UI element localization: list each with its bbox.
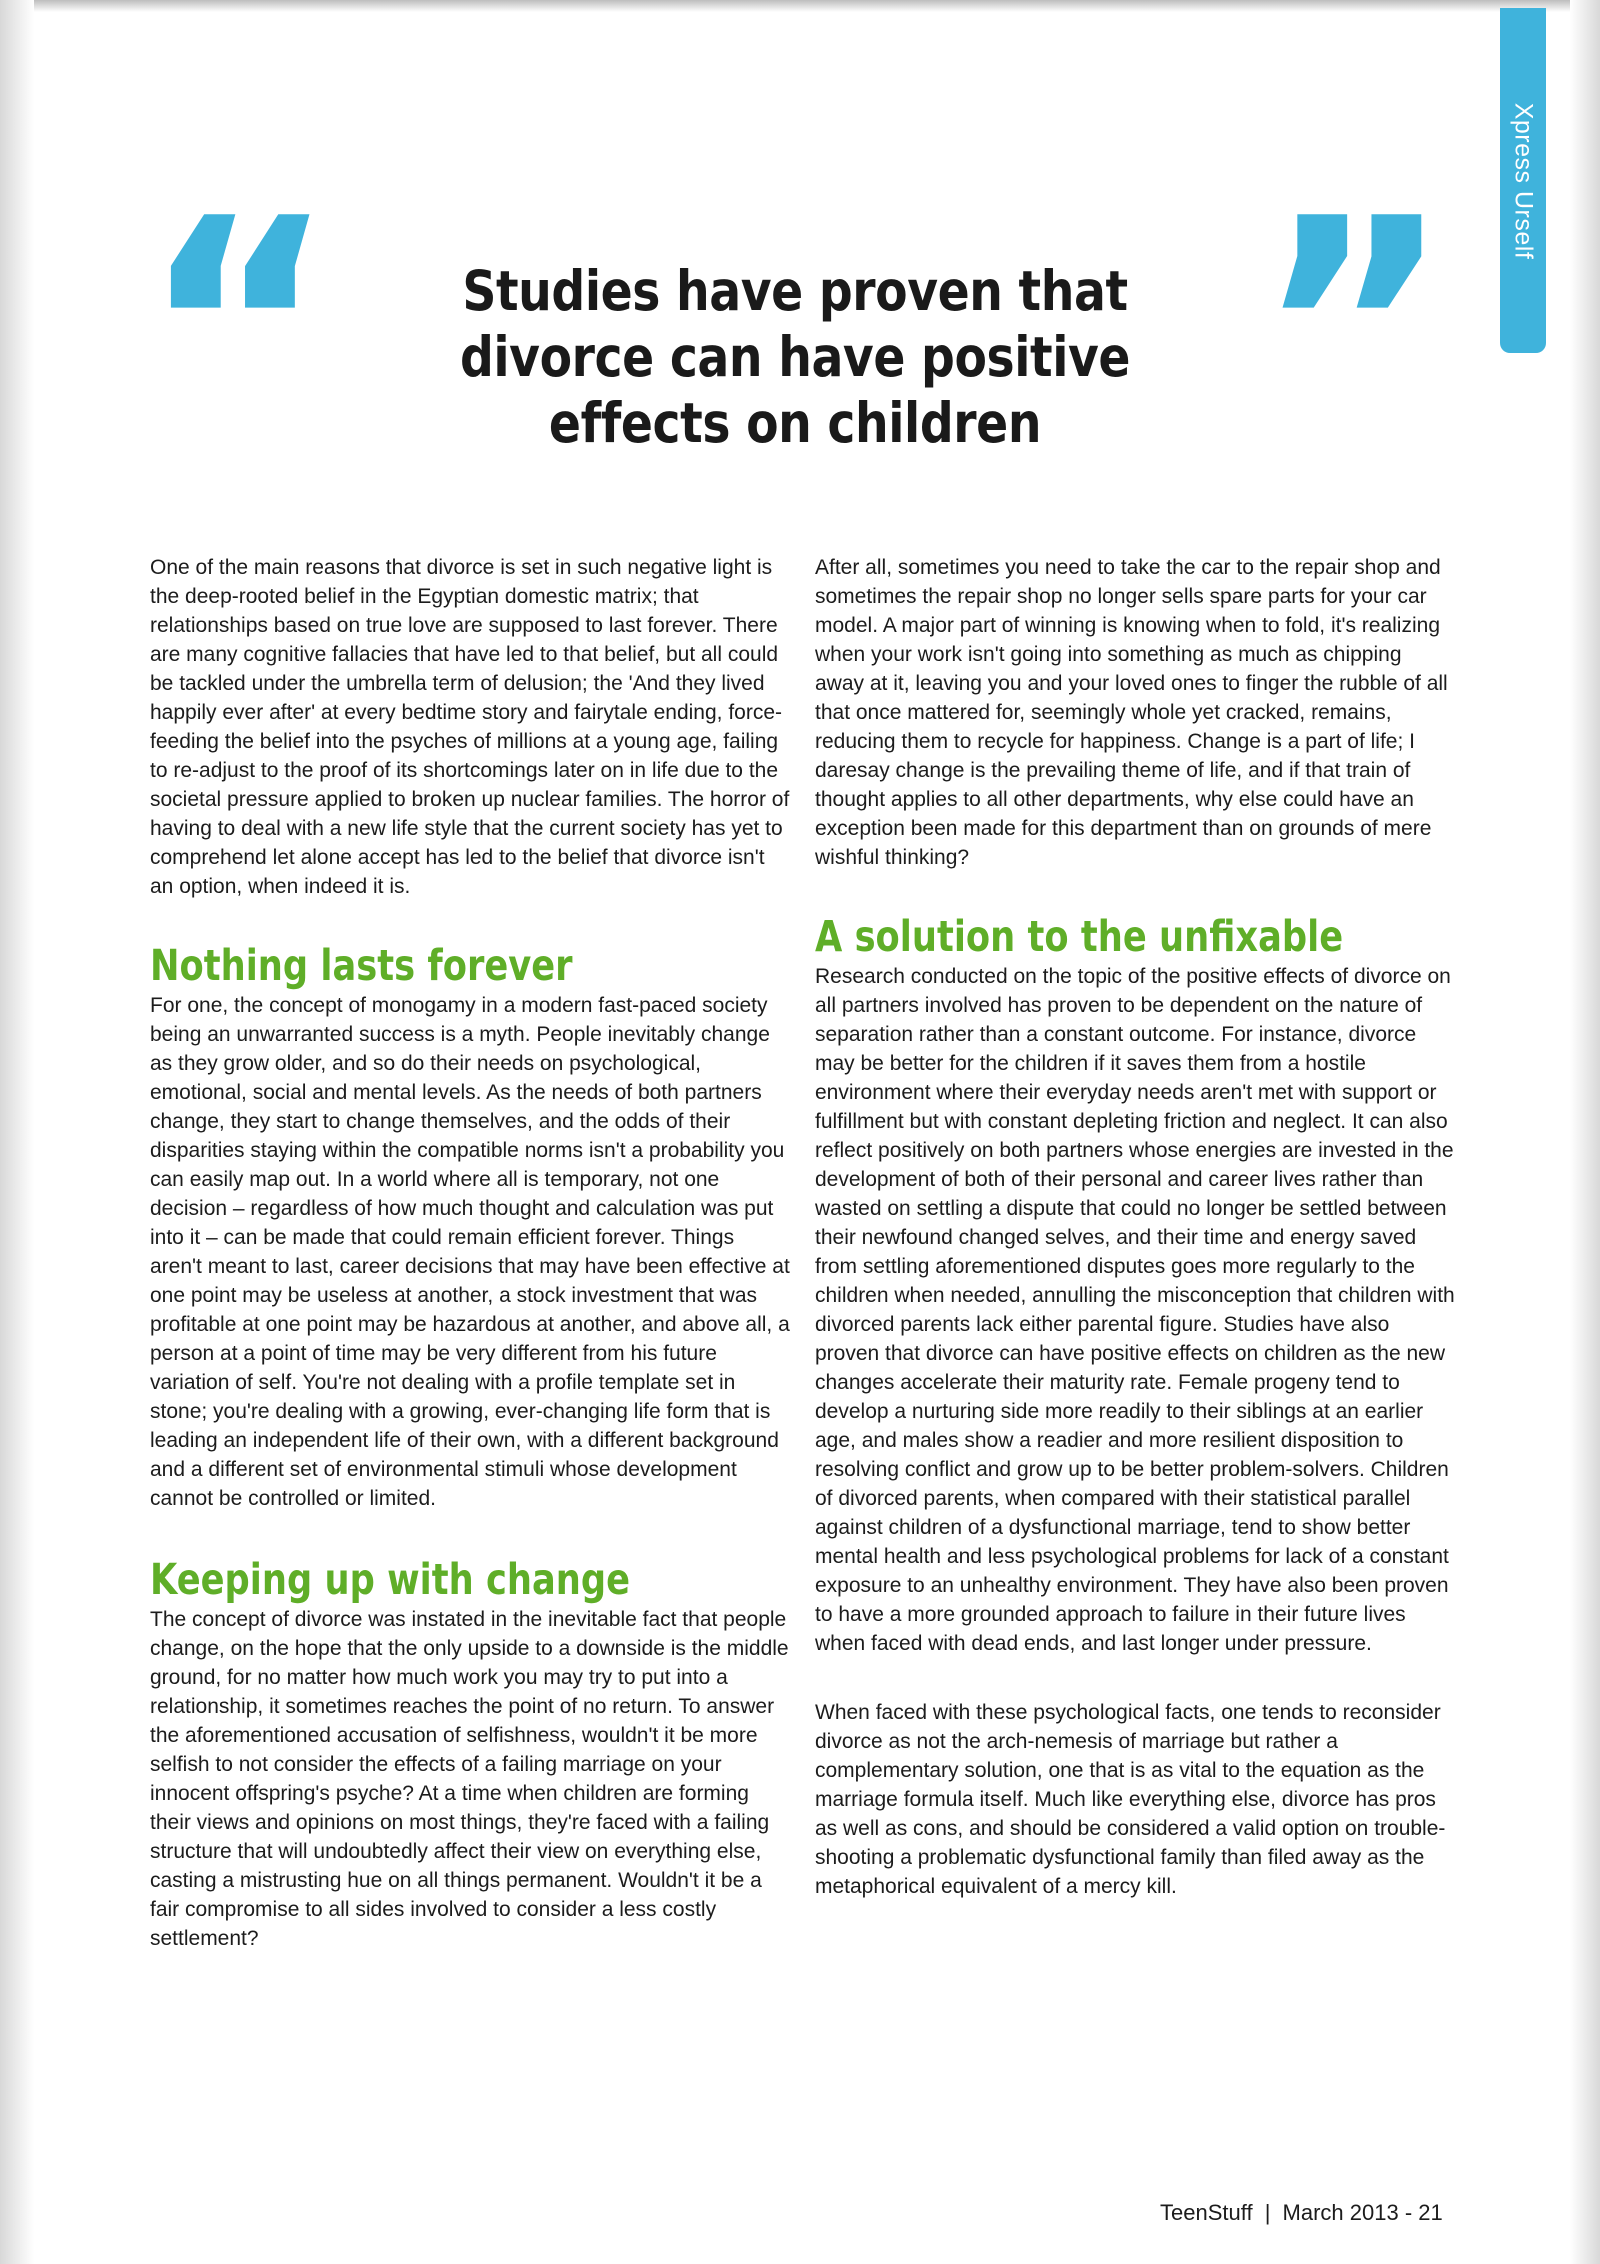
scan-edge-right — [1570, 0, 1600, 2264]
left-column — [150, 553, 790, 1953]
page-footer — [1160, 2200, 1443, 2226]
footer-publication: TeenStuff — [1160, 2200, 1253, 2225]
scan-edge-top — [0, 0, 1600, 12]
open-quote-mark: “ — [140, 155, 338, 504]
section-tab — [1500, 8, 1546, 353]
section2-paragraph: The concept of divorce was instated in the inevitable fact that people change, on the hope that the only upside to a downside is the middle ground, for no matter how much work you may try to put into a relationship, it sometimes reaches the point of no return. To answer the aforementioned accusation of selfishness, wouldn't it be more selfish to not consider the effects of a failing marriage on your innocent offspring's psyche? At a time when children are forming their views and opinions on most things, they're faced with a failing structure that will undoubtedly affect their view on everything else, casting a mistrusting hue on all things permanent. Wouldn't it be a fair compromise to all sides involved to consider a less costly settlement? — [150, 1608, 789, 1950]
footer-page-number: - 21 — [1404, 2200, 1443, 2225]
scan-edge-left — [0, 0, 34, 2264]
pull-quote: Studies have proven that divorce can have positive effects on children — [459, 259, 1131, 455]
intro-paragraph: One of the main reasons that divorce is set in such negative light is the deep-rooted belief in the Egyptian domestic matrix; that relationships based on true love are supposed to last forever. There are many cognitive fallacies that have led to that belief, but all could be tackled under the umbrella term of delusion; the 'And they lived happily ever after' at every bedtime story and fairytale ending, force-feeding the belief into the psyches of millions at a young age, failing to re-adjust to the proof of its shortcomings later on in life due to the societal pressure applied to broken up nuclear families. The horror of having to deal with a new life style that the current society has yet to comprehend let alone accept has led to the belief that divorce isn't an option, when indeed it is. — [150, 556, 790, 898]
section-tab-label: Xpress Urself — [1509, 102, 1538, 259]
right-intro-paragraph: After all, sometimes you need to take the car to the repair shop and sometimes the repair shop no longer sells spare parts for your car model. A major part of winning is knowing when to fold, it's realizing when your work isn't going into something as much as chipping away at it, leaving you and your loved ones to finger the rubble of all that once mattered for, seemingly whole yet cracked, remains, reducing them to recycle for happiness. Change is a part of life; I daresay change is the prevailing theme of life, and if that train of thought applies to all other departments, why else could have an exception been made for this department than on grounds of mere wishful thinking? — [815, 556, 1448, 869]
section1-paragraph: For one, the concept of monogamy in a modern fast-paced society being an unwarranted success is a myth. People inevitably change as they grow older, and so do their needs on psychological, emotional, social and mental levels. As the needs of both partners change, they start to change themselves, and the odds of their disparities staying within the compatible norms isn't a probability you can easily map out. In a world where all is temporary, not one decision – regardless of how much thought and calculation was put into it – can be made that could remain efficient forever. Things aren't meant to last, career decisions that may have been effective at one point may be useless at another, a stock investment that was profitable at one point may be hazardous at another, and above all, a person at a point of time may be very different from his future variation of self. You're not dealing with a profile template set in stone; you're dealing with a growing, ever-changing life form that is leading an independent life of their own, with a different background and a different set of environmental stimuli whose development cannot be controlled or limited. — [150, 994, 790, 1510]
section3-paragraph: Research conducted on the topic of the positive effects of divorce on all partners involved has proven to be dependent on the nature of separation rather than a constant outcome. For instance, divorce may be better for the children if it saves them from a hostile environment where their everyday needs aren't met with support or fulfillment but with constant depleting friction and neglect. It can also reflect positively on both partners whose energies are invested in the development of both of their personal and career lives rather than wasted on settling a dispute that could no longer be settled between their newfound changed selves, and their time and energy saved from settling aforementioned disputes goes more regularly to the children when needed, annulling the misconception that children with divorced parents lack either parental figure. Studies have also proven that divorce can have positive effects on children as the new changes accelerate their maturity rate. Female progeny tend to develop a nurturing side more readily to their siblings at an earlier age, and males show a readier and more resilient disposition to resolving conflict and grow up to be better problem-solvers. Children of divorced parents, when compared with their statistical parallel against children of a dysfunctional marriage, tend to show better mental health and less psychological problems for lack of a constant exposure to an unhealthy environment. They have also been proven to have a more grounded approach to failure in their future lives when faced with dead ends, and last longer under pressure. — [815, 965, 1455, 1655]
section-heading-solution-to-the-unfixable: A solution to the unfixable — [815, 912, 1344, 962]
conclusion-paragraph: When faced with these psychological facts, one tends to reconsider divorce as not the arch-nemesis of marriage but rather a complementary solution, one that is as vital to the equation as the marriage formula itself. Much like everything else, divorce has pros as well as cons, and should be considered a valid option on trouble-shooting a problematic dysfunctional family than filed away as the metaphorical equivalent of a mercy kill. — [815, 1701, 1446, 1898]
section-heading-keeping-up-with-change: Keeping up with change — [150, 1555, 631, 1605]
section-heading-nothing-lasts-forever: Nothing lasts forever — [150, 941, 573, 991]
footer-separator: | — [1264, 2200, 1271, 2225]
close-quote-mark: ” — [1255, 155, 1453, 504]
footer-issue: March 2013 — [1282, 2200, 1399, 2225]
right-column — [815, 553, 1455, 1901]
